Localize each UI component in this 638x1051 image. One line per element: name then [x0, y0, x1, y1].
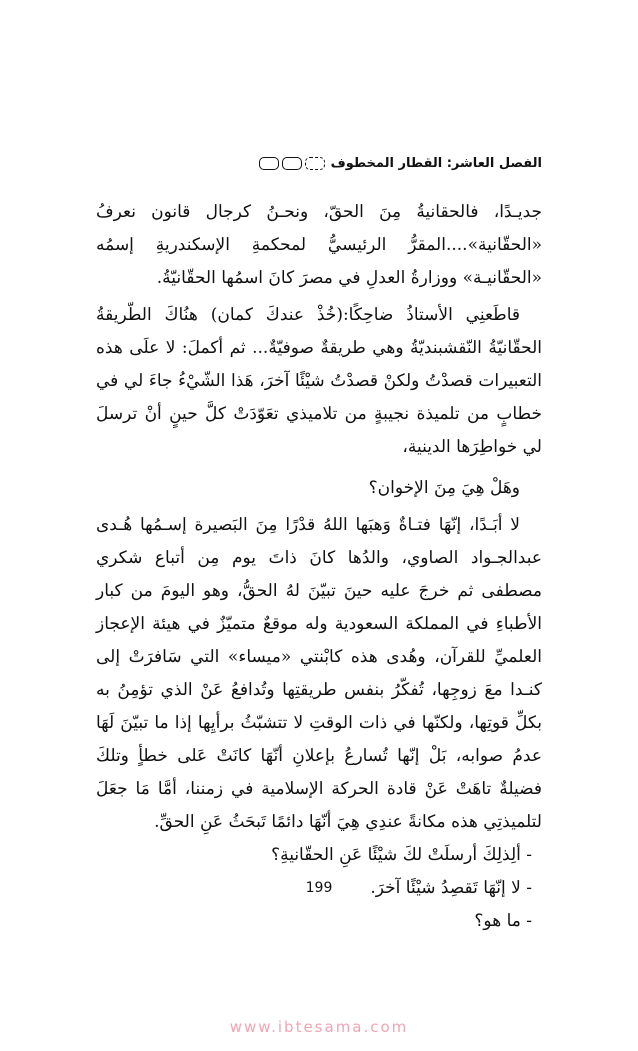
ornament-box-3 [305, 157, 325, 170]
dialog-line-2: - لا إنّهَا تَقصِدُ شيْئًا آخرَ. [370, 878, 532, 898]
dialog-line-3: - ما هو؟ [474, 911, 532, 931]
ornament-box-1 [259, 157, 279, 170]
ornament-box-2 [282, 157, 302, 170]
paragraph-2: قاطَعنِي الأستاذُ ضاحِكًا:(خُذْ عندكَ كمان) هنُاكَ الطّريقةُ الحقّانيّةُ النّقشبنديّةُ وهي طريقةٌ صوفيّةٌ... ثم أكملَ: لا علَى هذه التعبيرات قصدْتُ ولكنْ قصدْتُ شيْئًا آخرَ، هَذا الشّيْءُ جاءَ لي في خطابٍ من تلميذة نجيبةٍ من تلاميذي تعَوّدَتْ كلَّ حينٍ أنْ ترسلَ لي خواطِرَها الدينية، [96, 305, 542, 457]
running-head: الفصل العاشر: القطار المخطوف [330, 155, 542, 171]
watermark: www.ibtesama.com [229, 1018, 409, 1036]
header-ornament [259, 157, 325, 170]
paragraph-question: وهَلْ هِيَ مِنَ الإخوان؟ [368, 478, 520, 498]
body-text [96, 196, 542, 938]
page-number: 199 [305, 880, 333, 896]
dialog-line-1: - ألِذلِكَ أرسلَتْ لكَ شيْئًا عَنِ الحقّانيةِ؟ [271, 845, 532, 865]
paragraph-4: لا أبَـدًا، إنّهَا فتـاةٌ وَهبَها اللهُ قدْرًا مِنَ البَصيرة إسـمُها هُـدى عبدالجـواد الصاوي، والدُها كانَ ذاتَ يوم مِن أتباع شكري مصطفى ثم خرجَ عليه حينَ تبيّنَ لهُ الحقُّ، وهو اليومَ من كبار الأطباءِ في المملكة السعودية وله موقعٌ متميّزٌ في هيئة الإعجاز العلميِّ للقرآن، وهُدى هذه كابْنتي «ميساء» التي سَافرَتْ إلى كنـدا معَ زوجِها، تُفكّرُ بنفس طريقتِها وتُدافعُ عَنْ الذي تؤمِنُ به بكلِّ قوتِها، ولكنّها في ذات الوقتِ لا تتشبّثُ برأيِها إذا ما تبيّنَ لَهَا عدمُ صوابه، بَلْ إنّها تُسارعُ بإعلانِ أنّهَا كانَتْ عَلى خطأٍ وتلكَ فضيلةٌ تاهَتْ عَنْ قادة الحركة الإسلامية في زمننا، أمَّا مَا جعَلَ لتلميذتِي هذه مكانةً عندِي هِيَ أنّهَا دائمًا تَبحَثُ عَنِ الحقِّ. [96, 515, 542, 832]
page-header [96, 150, 542, 176]
paragraph-1: جديـدًا، فالحقانيةُ مِنَ الحقّ، ونحـنُ كرجال قانون نعرفُ «الحقّانية»....المقرُّ الرئيسيُّ لمحكمةِ الإسكندريةِ إسمُه «الحقّانيـة» ووزارةُ العدلِ في مصرَ كانَ اسمُها الحقّانيّةُ. [96, 202, 542, 288]
